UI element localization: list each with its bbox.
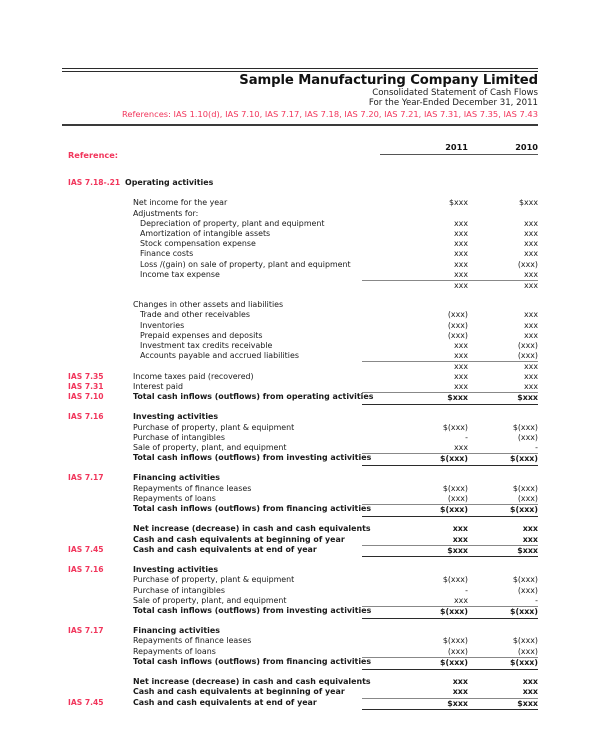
statement-spacer-row <box>0 290 600 300</box>
row-label: Cash and cash equivalents at beginning of year <box>133 687 345 697</box>
amount-current-year: xxx <box>452 524 468 534</box>
row-label: Net increase (decrease) in cash and cash equivalents <box>133 524 371 534</box>
amount-prior-year: xxx <box>523 371 538 381</box>
row-label: Trade and other receivables <box>140 310 250 320</box>
statement-row <box>0 331 600 341</box>
row-label: Repayments of finance leases <box>133 483 252 493</box>
row-label: Cash and cash equivalents at beginning of year <box>133 534 345 544</box>
statement-title: Consolidated Statement of Cash Flows <box>372 87 538 98</box>
amount-prior-year: (xxx) <box>517 585 538 595</box>
amount-current-year: $xxx <box>362 392 468 405</box>
statement-row <box>0 494 600 504</box>
amount-prior-year: $(xxx) <box>468 606 538 619</box>
statement-row <box>0 382 600 392</box>
amount-prior-year: xxx <box>522 524 538 534</box>
statement-row <box>0 341 600 351</box>
row-label: Financing activities <box>133 626 220 636</box>
statement-row <box>0 535 600 545</box>
amount-prior-year: $(xxx) <box>512 483 538 493</box>
statement-row <box>0 596 600 606</box>
row-label: Purchase of property, plant & equipment <box>133 422 295 432</box>
row-label: Investing activities <box>133 412 219 422</box>
statement-row <box>0 178 600 188</box>
statement-spacer-row <box>0 616 600 626</box>
statement-row <box>0 677 600 687</box>
amount-current-year: xxx <box>453 371 468 381</box>
amount-prior-year: - <box>535 442 538 452</box>
row-label: Prepaid expenses and deposits <box>140 330 263 340</box>
references-header: References: IAS 1.10(d), IAS 7.10, IAS 7.17, IAS 7.18, IAS 7.20, IAS 7.21, IAS 7.31, IAS 7.35, IAS 7.43 <box>122 108 538 119</box>
company-name: Sample Manufacturing Company Limited <box>239 72 538 88</box>
statement-row <box>0 524 600 534</box>
statement-row <box>0 423 600 433</box>
row-label: Inventories <box>140 320 185 330</box>
row-reference: IAS 7.35 <box>68 371 104 381</box>
amount-prior-year: xxx <box>468 280 538 291</box>
statement-spacer-row <box>0 555 600 565</box>
row-label: Operating activities <box>125 178 214 187</box>
amount-current-year: xxx <box>453 228 468 238</box>
amount-prior-year: xxx <box>523 249 538 259</box>
statement-row <box>0 209 600 219</box>
row-label: Accounts payable and accrued liabilities <box>140 351 299 361</box>
statement-row <box>0 504 600 514</box>
amount-prior-year: (xxx) <box>517 351 538 361</box>
amount-prior-year: xxx <box>523 381 538 391</box>
row-label: Sale of property, plant, and equipment <box>133 595 287 605</box>
row-reference: IAS 7.16 <box>68 412 104 422</box>
amount-prior-year: $(xxx) <box>468 504 538 517</box>
statement-row <box>0 361 600 371</box>
amount-current-year: xxx <box>452 677 468 687</box>
statement-row <box>0 249 600 259</box>
document-masthead <box>62 68 538 126</box>
statement-row <box>0 392 600 402</box>
amount-current-year: $xxx <box>362 545 468 558</box>
amount-current-year: $(xxx) <box>362 453 468 466</box>
statement-row <box>0 443 600 453</box>
row-reference: IAS 7.45 <box>68 697 104 707</box>
statement-body <box>0 178 600 708</box>
statement-row <box>0 698 600 708</box>
row-label: Total cash inflows (outflows) from financing activities <box>133 656 372 666</box>
row-label: Repayments of loans <box>133 493 216 503</box>
amount-current-year: xxx <box>453 218 468 228</box>
amount-current-year: xxx <box>452 534 468 544</box>
amount-prior-year: $(xxx) <box>512 636 538 646</box>
amount-prior-year: $(xxx) <box>468 657 538 670</box>
statement-row <box>0 626 600 636</box>
amount-current-year: xxx <box>453 249 468 259</box>
amount-current-year: - <box>465 432 468 442</box>
row-label: Changes in other assets and liabilities <box>133 300 284 310</box>
statement-spacer-row <box>0 667 600 677</box>
amount-prior-year: (xxx) <box>517 493 538 503</box>
amount-current-year: (xxx) <box>447 646 468 656</box>
row-label: Cash and cash equivalents at end of year <box>133 544 317 554</box>
row-label: Income taxes paid (recovered) <box>133 371 254 381</box>
statement-row <box>0 280 600 290</box>
statement-row <box>0 473 600 483</box>
amount-prior-year: $(xxx) <box>512 422 538 432</box>
row-label: Net increase (decrease) in cash and cash equivalents <box>133 677 371 687</box>
row-label: Total cash inflows (outflows) from financing activities <box>133 504 372 513</box>
amount-prior-year: (xxx) <box>517 432 538 442</box>
amount-prior-year: xxx <box>522 687 538 697</box>
row-label: Total cash inflows (outflows) from investing activities <box>133 453 372 463</box>
row-reference: IAS 7.17 <box>68 473 104 483</box>
amount-current-year: xxx <box>362 280 468 291</box>
masthead-bottom-rule <box>62 124 538 126</box>
amount-current-year: $(xxx) <box>362 504 468 517</box>
amount-current-year: $(xxx) <box>442 483 468 493</box>
statement-row <box>0 657 600 667</box>
row-reference: IAS 7.45 <box>68 544 104 554</box>
amount-prior-year: xxx <box>522 677 538 687</box>
statement-row <box>0 198 600 208</box>
amount-prior-year: xxx <box>523 310 538 320</box>
row-label: Repayments of finance leases <box>133 636 252 646</box>
row-label: Income tax expense <box>140 269 220 279</box>
statement-row <box>0 412 600 422</box>
title-block <box>62 72 538 122</box>
amount-current-year: $xxx <box>448 198 468 208</box>
statement-row <box>0 687 600 697</box>
row-reference: IAS 7.16 <box>68 565 104 575</box>
statement-row <box>0 586 600 596</box>
column-header-rule <box>380 154 538 155</box>
column-header-year-current: 2011 <box>445 142 468 152</box>
row-label: Financing activities <box>133 473 220 483</box>
amount-current-year: xxx <box>453 595 468 605</box>
row-label: Finance costs <box>140 249 194 259</box>
statement-spacer-row <box>0 514 600 524</box>
row-label: Adjustments for: <box>133 208 199 218</box>
statement-row <box>0 433 600 443</box>
row-label: Purchase of property, plant & equipment <box>133 575 295 585</box>
amount-prior-year: xxx <box>523 239 538 249</box>
statement-row <box>0 321 600 331</box>
row-label: Stock compensation expense <box>140 239 256 249</box>
amount-current-year: (xxx) <box>447 320 468 330</box>
amount-prior-year: xxx <box>468 361 538 372</box>
row-reference: IAS 7.10 <box>68 391 104 401</box>
amount-prior-year: $xxx <box>518 198 538 208</box>
row-label: Cash and cash equivalents at end of year <box>133 697 317 707</box>
amount-current-year: - <box>465 585 468 595</box>
amount-current-year: xxx <box>453 442 468 452</box>
statement-row <box>0 239 600 249</box>
statement-row <box>0 270 600 280</box>
amount-current-year: xxx <box>453 239 468 249</box>
amount-current-year: xxx <box>453 269 468 279</box>
row-reference: IAS 7.18-.21 <box>68 178 121 187</box>
statement-row <box>0 229 600 239</box>
amount-current-year: xxx <box>452 687 468 697</box>
statement-spacer-row <box>0 463 600 473</box>
amount-prior-year: xxx <box>523 228 538 238</box>
statement-row <box>0 484 600 494</box>
amount-prior-year: $(xxx) <box>468 453 538 466</box>
amount-current-year: $(xxx) <box>362 606 468 619</box>
amount-current-year: xxx <box>453 381 468 391</box>
row-reference: IAS 7.17 <box>68 626 104 636</box>
amount-current-year: $(xxx) <box>442 636 468 646</box>
row-label: Amortization of intangible assets <box>140 228 271 238</box>
amount-prior-year: xxx <box>522 534 538 544</box>
row-label: Loss /(gain) on sale of property, plant and equipment <box>140 259 351 269</box>
reference-column-label: Reference: <box>68 150 119 160</box>
row-label: Sale of property, plant, and equipment <box>133 442 287 452</box>
amount-current-year: xxx <box>453 259 468 269</box>
amount-current-year: $(xxx) <box>442 422 468 432</box>
row-label: Depreciation of property, plant and equipment <box>140 218 325 228</box>
statement-row <box>0 565 600 575</box>
row-label: Total cash inflows (outflows) from investing activities <box>133 605 372 615</box>
statement-row <box>0 372 600 382</box>
amount-prior-year: $xxx <box>468 392 538 405</box>
amount-current-year: xxx <box>362 361 468 372</box>
statement-period: For the Year-Ended December 31, 2011 <box>368 97 538 108</box>
column-header <box>380 142 538 156</box>
row-label: Investment tax credits receivable <box>140 341 273 350</box>
amount-current-year: (xxx) <box>447 330 468 340</box>
statement-row <box>0 351 600 361</box>
amount-prior-year: $(xxx) <box>512 575 538 585</box>
statement-row <box>0 453 600 463</box>
row-reference: IAS 7.31 <box>68 381 104 391</box>
statement-row <box>0 606 600 616</box>
row-label: Interest paid <box>133 381 183 391</box>
row-label: Investing activities <box>133 565 219 575</box>
statement-row <box>0 310 600 320</box>
statement-row <box>0 260 600 270</box>
amount-prior-year: xxx <box>523 218 538 228</box>
statement-spacer-row <box>0 402 600 412</box>
amount-prior-year: (xxx) <box>517 646 538 656</box>
row-label: Repayments of loans <box>133 646 216 656</box>
amount-prior-year: (xxx) <box>517 259 538 269</box>
statement-row <box>0 219 600 229</box>
amount-prior-year: $xxx <box>468 698 538 711</box>
column-header-year-prior: 2010 <box>515 142 538 152</box>
amount-current-year: (xxx) <box>447 493 468 503</box>
amount-prior-year: xxx <box>523 330 538 340</box>
amount-current-year: xxx <box>453 351 468 361</box>
statement-row <box>0 647 600 657</box>
amount-current-year: $xxx <box>362 698 468 711</box>
amount-current-year: $(xxx) <box>442 575 468 585</box>
amount-prior-year: xxx <box>523 320 538 330</box>
row-label: Purchase of intangibles <box>133 432 225 442</box>
amount-current-year: (xxx) <box>447 310 468 320</box>
statement-row <box>0 636 600 646</box>
statement-row <box>0 300 600 310</box>
statement-row <box>0 545 600 555</box>
row-label: Net income for the year <box>133 198 228 208</box>
amount-prior-year: - <box>535 595 538 605</box>
amount-prior-year: xxx <box>523 269 538 279</box>
statement-row <box>0 575 600 585</box>
amount-current-year: xxx <box>453 341 468 350</box>
amount-prior-year: $xxx <box>468 545 538 558</box>
row-label: Total cash inflows (outflows) from operating activities <box>133 391 374 401</box>
statement-spacer-row <box>0 188 600 198</box>
amount-prior-year: (xxx) <box>517 341 538 350</box>
amount-current-year: $(xxx) <box>362 657 468 670</box>
row-label: Purchase of intangibles <box>133 585 225 595</box>
